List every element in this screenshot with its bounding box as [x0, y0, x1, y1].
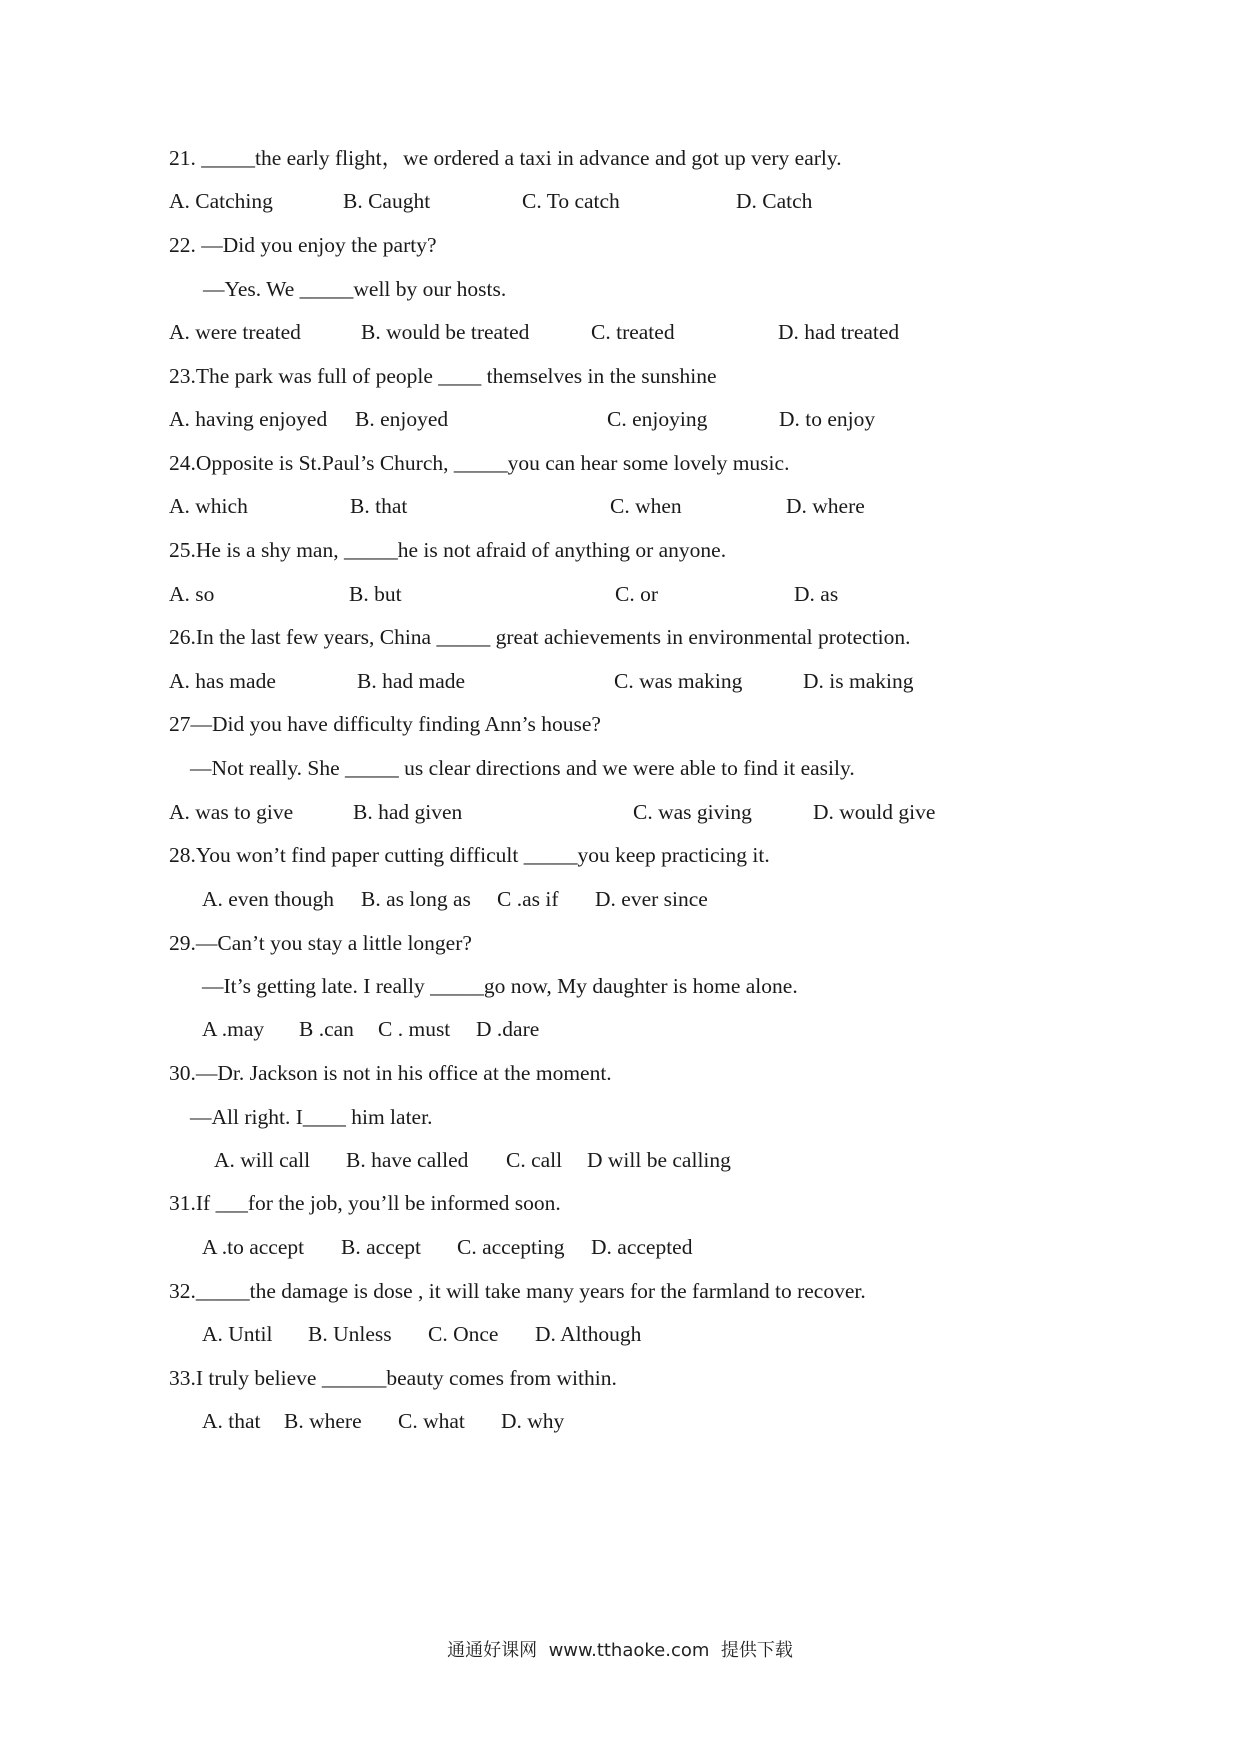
- q22-option-c: C. treated: [591, 320, 675, 344]
- q33-option-a: A. that: [202, 1409, 261, 1433]
- q22-option-d: D. had treated: [778, 320, 900, 344]
- q30-option-d: D will be calling: [587, 1148, 731, 1172]
- q33-option-b: B. where: [284, 1409, 362, 1433]
- q27-option-b: B. had given: [353, 800, 463, 824]
- q31-option-c: C. accepting: [457, 1235, 565, 1259]
- q33-option-c: C. what: [398, 1409, 465, 1433]
- q32-option-a: A. Until: [202, 1322, 273, 1346]
- q29-option-c: C . must: [378, 1017, 451, 1041]
- q32-option-b: B. Unless: [308, 1322, 392, 1346]
- q25-option-d: D. as: [794, 582, 839, 606]
- question-33: 33.I truly believe ______beauty comes from within.: [169, 1366, 617, 1390]
- q29-reply: —It’s getting late. I really _____go now, My daughter is home alone.: [202, 974, 798, 998]
- q30-option-b: B. have called: [346, 1148, 469, 1172]
- question-31: 31.If ___for the job, you’ll be informed soon.: [169, 1191, 561, 1215]
- q22-reply: —Yes. We _____well by our hosts.: [203, 277, 507, 301]
- question-32: 32._____the damage is dose , it will take many years for the farmland to recover.: [169, 1279, 866, 1303]
- question-22: 22. —Did you enjoy the party?: [169, 233, 437, 257]
- q26-option-c: C. was making: [614, 669, 743, 693]
- q29-option-b: B .can: [299, 1017, 354, 1041]
- q24-option-d: D. where: [786, 494, 865, 518]
- q24-option-b: B. that: [350, 494, 408, 518]
- q27-option-c: C. was giving: [633, 800, 752, 824]
- q21-option-a: A. Catching: [169, 189, 273, 213]
- q22-option-a: A. were treated: [169, 320, 301, 344]
- question-26: 26.In the last few years, China _____ great achievements in environmental protection.: [169, 625, 911, 649]
- q33-option-d: D. why: [501, 1409, 565, 1433]
- page-footer: 通通好课网 www.tthaoke.com 提供下载: [447, 1640, 793, 1661]
- q30-reply: —All right. I____ him later.: [190, 1105, 433, 1129]
- q27-reply: —Not really. She _____ us clear directions and we were able to find it easily.: [190, 756, 855, 780]
- q30-option-c: C. call: [506, 1148, 563, 1172]
- q29-option-a: A .may: [202, 1017, 265, 1041]
- q25-option-b: B. but: [349, 582, 402, 606]
- q27-option-a: A. was to give: [169, 800, 294, 824]
- q26-option-b: B. had made: [357, 669, 466, 693]
- question-28: 28.You won’t find paper cutting difficult _____you keep practicing it.: [169, 843, 770, 867]
- q22-option-b: B. would be treated: [361, 320, 530, 344]
- q28-option-a: A. even though: [202, 887, 334, 911]
- q31-option-a: A .to accept: [202, 1235, 305, 1259]
- q31-option-b: B. accept: [341, 1235, 421, 1259]
- q27-option-d: D. would give: [813, 800, 936, 824]
- q28-option-d: D. ever since: [595, 887, 708, 911]
- q23-option-a: A. having enjoyed: [169, 407, 328, 431]
- q30-option-a: A. will call: [214, 1148, 311, 1172]
- q28-option-b: B. as long as: [361, 887, 471, 911]
- q21-option-d: D. Catch: [736, 189, 813, 213]
- question-25: 25.He is a shy man, _____he is not afraid of anything or anyone.: [169, 538, 727, 562]
- question-21: 21. _____the early flight，we ordered a taxi in advance and got up very early.: [169, 146, 842, 170]
- q24-option-c: C. when: [610, 494, 682, 518]
- q25-option-c: C. or: [615, 582, 658, 606]
- question-24: 24.Opposite is St.Paul’s Church, _____you can hear some lovely music.: [169, 451, 790, 475]
- q28-option-c: C .as if: [497, 887, 559, 911]
- q21-option-c: C. To catch: [522, 189, 620, 213]
- q24-option-a: A. which: [169, 494, 248, 518]
- q26-option-a: A. has made: [169, 669, 276, 693]
- q23-option-d: D. to enjoy: [779, 407, 876, 431]
- question-30: 30.—Dr. Jackson is not in his office at the moment.: [169, 1061, 612, 1085]
- q21-option-b: B. Caught: [343, 189, 431, 213]
- q31-option-d: D. accepted: [591, 1235, 693, 1259]
- question-23: 23.The park was full of people ____ themselves in the sunshine: [169, 364, 717, 388]
- q32-option-d: D. Although: [535, 1322, 642, 1346]
- question-27: 27—Did you have difficulty finding Ann’s house?: [169, 712, 601, 736]
- q26-option-d: D. is making: [803, 669, 914, 693]
- q25-option-a: A. so: [169, 582, 215, 606]
- q29-option-d: D .dare: [476, 1017, 540, 1041]
- q23-option-c: C. enjoying: [607, 407, 708, 431]
- question-29: 29.—Can’t you stay a little longer?: [169, 931, 472, 955]
- q32-option-c: C. Once: [428, 1322, 499, 1346]
- q23-option-b: B. enjoyed: [355, 407, 449, 431]
